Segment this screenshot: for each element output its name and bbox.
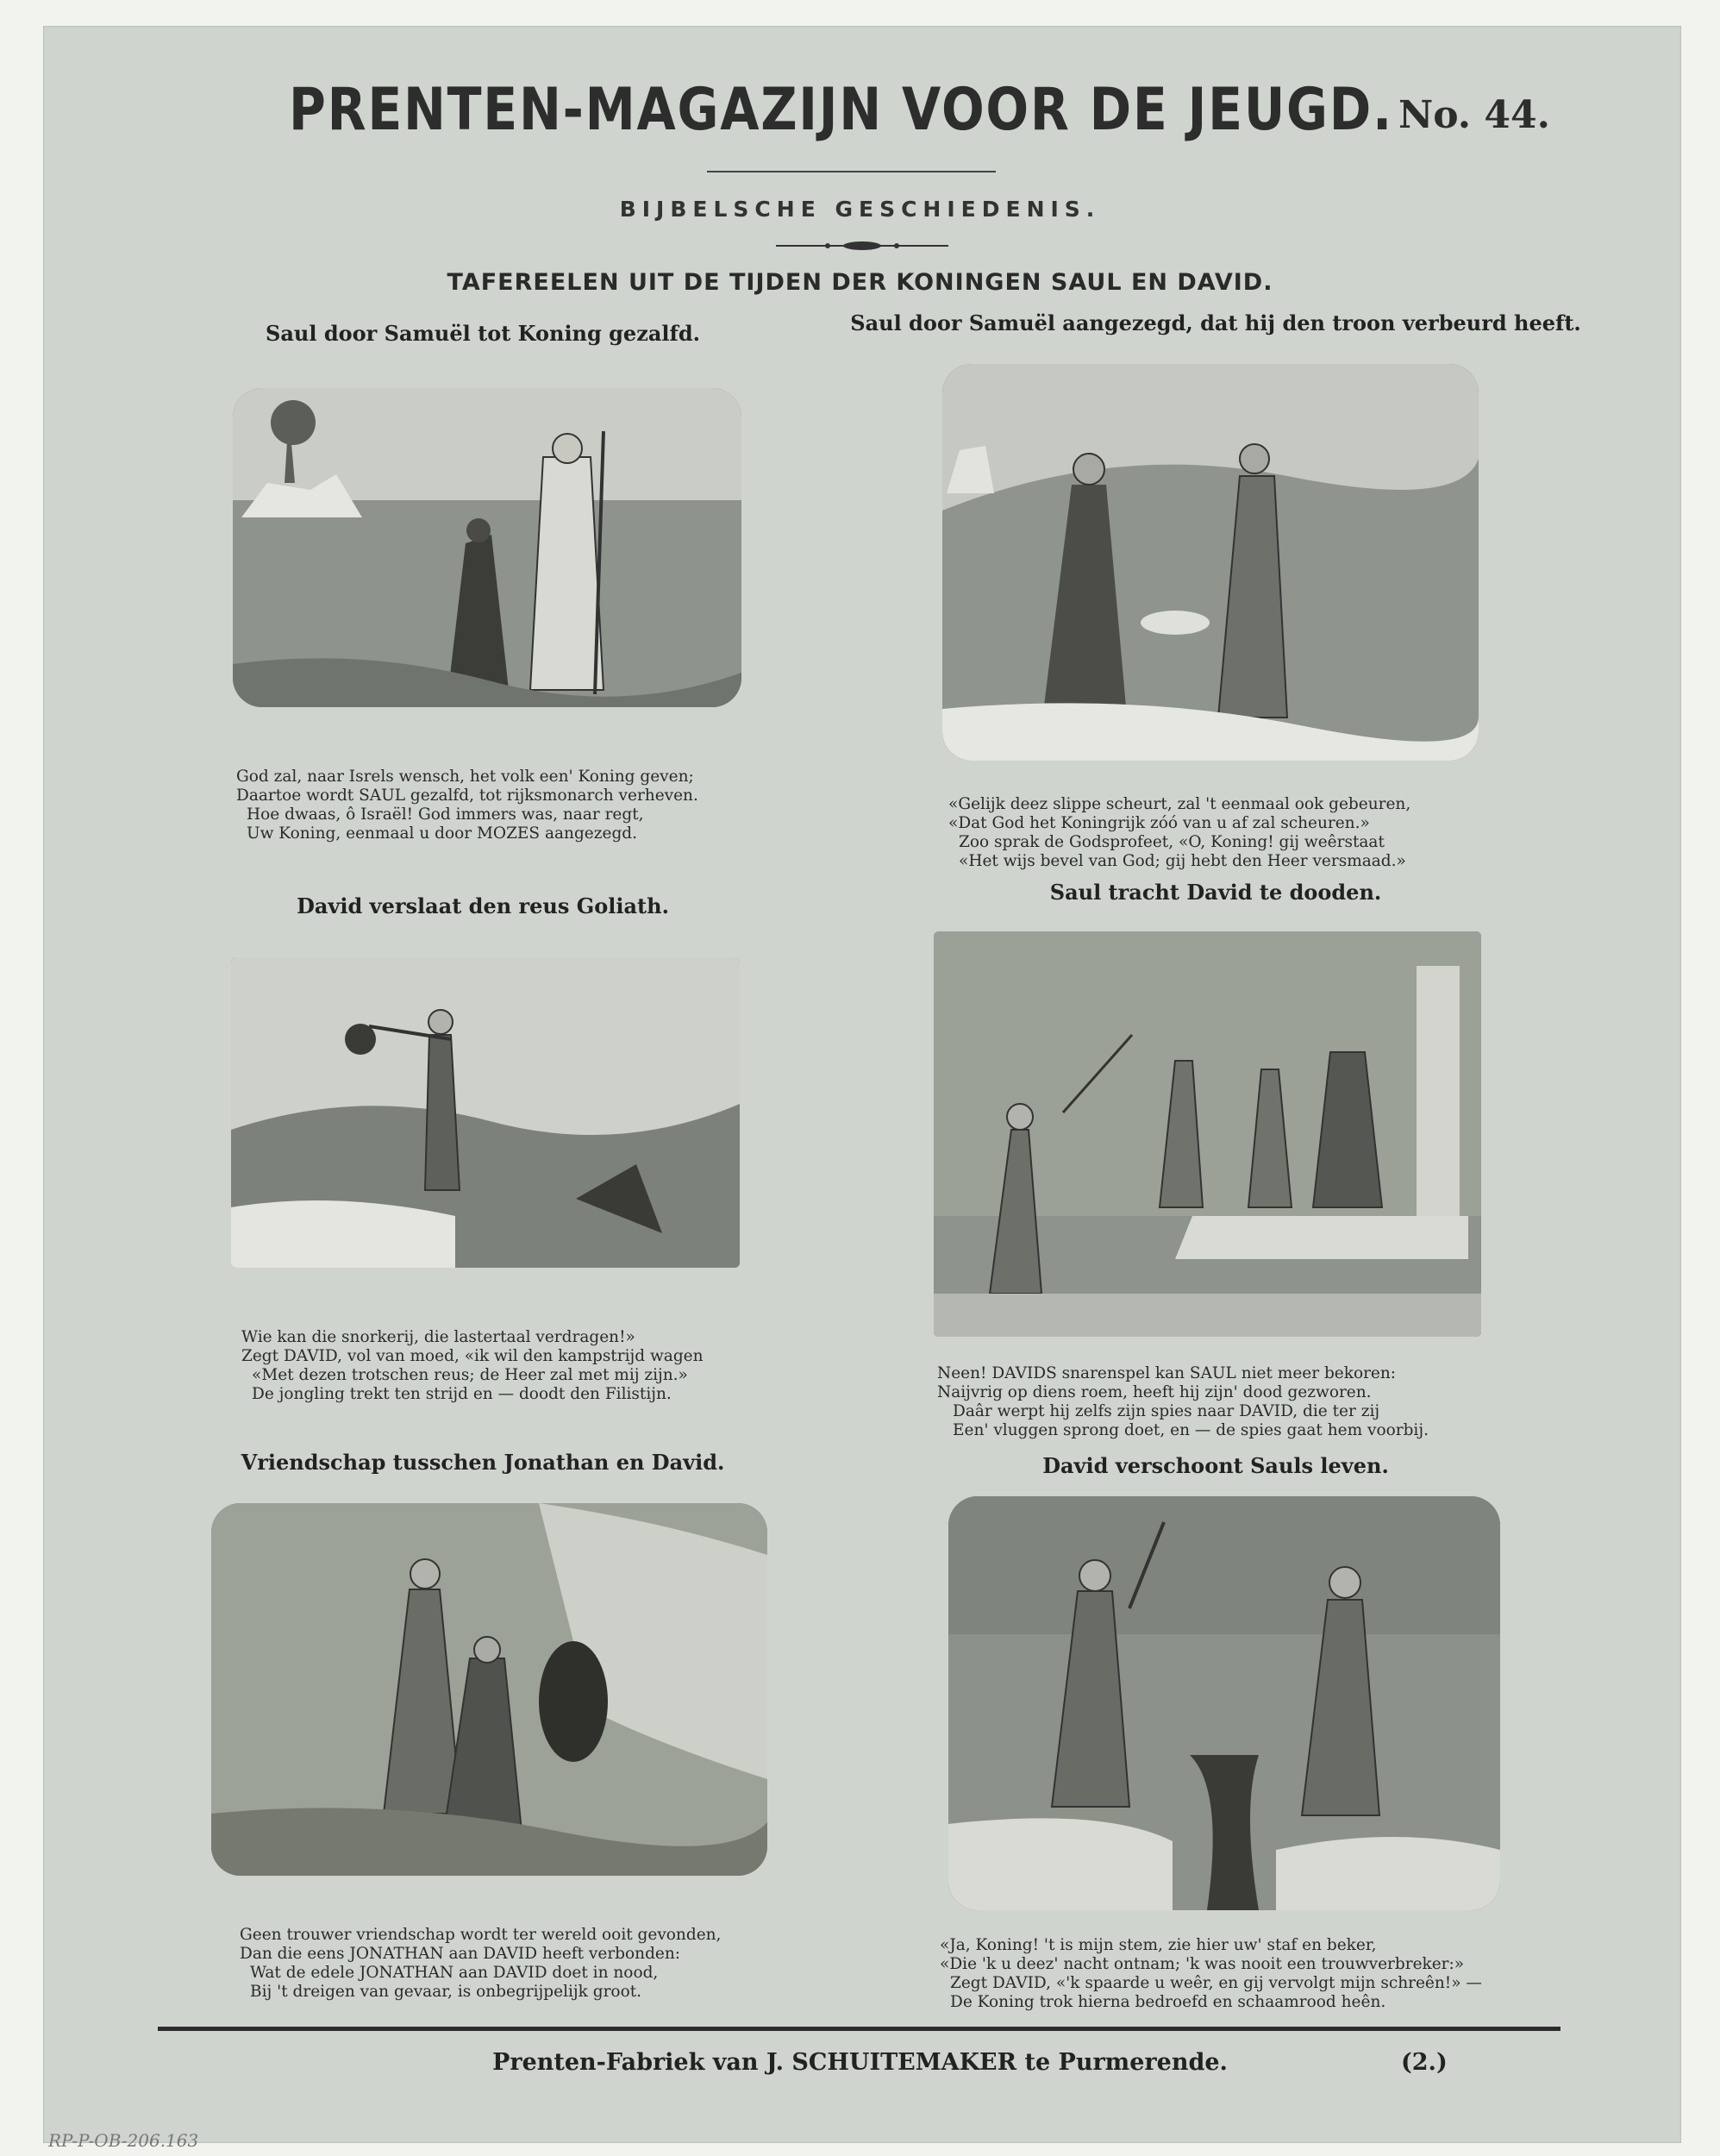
archive-note: RP-P-OB-206.163	[48, 2130, 199, 2151]
panel-torn-robe	[841, 310, 1591, 880]
panel-caption: Saul door Samuël tot Koning gezalfd.	[266, 321, 700, 346]
panel-caption: Saul tracht David te dooden.	[1049, 880, 1382, 905]
ornament-divider-icon	[776, 240, 948, 252]
page-number: (2.)	[1401, 2049, 1448, 2076]
spear-throw-scene-icon	[934, 931, 1481, 1337]
verse-block: «Gelijk deez slippe scheurt, zal 't eenmaal ook gebeuren, «Dat God het Koningrijk zóó van u af zal scheuren.» Zoo sprak de Godsprofeet, «O, Koning! gij weêrstaat «Het wijs bevel van God; gij hebt den Heer versmaad.»	[948, 795, 1411, 870]
panel-anointing	[129, 310, 836, 880]
verse-block: God zal, naar Isrels wensch, het volk een' Koning geven; Daartoe wordt SAUL gezalfd, tot rijksmonarch verheven. Hoe dwaas, ô Israël! God immers was, naar regt, Uw Koning, eenmaal u door MOZES aangezegd.	[236, 768, 698, 843]
torn-robe-scene-icon	[942, 364, 1479, 761]
verse-block: Neen! DAVIDS snarenspel kan SAUL niet meer bekoren: Naijvrig op diens roem, heeft hij zijn' dood gezworen. Daâr werpt hij zelfs zijn spies naar DAVID, die ter zij Een' vluggen sprong doet, en — de spies gaat hem voorbij.	[937, 1364, 1429, 1439]
goliath-scene-icon	[231, 957, 740, 1268]
spared-life-scene-icon	[948, 1496, 1500, 1910]
panel-spear	[841, 880, 1591, 1466]
panel-caption: David verslaat den reus Goliath.	[297, 893, 669, 918]
subtitle: BIJBELSCHE GESCHIEDENIS.	[619, 197, 1101, 222]
friendship-scene-icon	[211, 1503, 767, 1876]
verse-block: «Ja, Koning! 't is mijn stem, zie hier uw' staf en beker, «Die 'k u deez' nacht ontnam; 'k was nooit een trouwverbreker:» Zegt DAVID, «'k spaarde u weêr, en gij vervolgt mijn schreên!» — De Koning trok hierna bedroefd en schaamrood heên.	[940, 1936, 1482, 2011]
panel-goliath	[129, 888, 836, 1440]
panel-spared-life	[841, 1453, 1591, 2014]
panel-caption: David verschoont Sauls leven.	[1042, 1453, 1389, 1478]
section-title: TAFEREELEN UIT DE TIJDEN DER KONINGEN SAUL EN DAVID.	[447, 269, 1273, 296]
publisher-line: Prenten-Fabriek van J. SCHUITEMAKER te Purmerende.	[492, 2049, 1228, 2076]
issue-number: No. 44.	[1398, 93, 1550, 137]
page-title: PRENTEN-MAGAZIJN VOOR DE JEUGD.	[289, 76, 1393, 144]
panel-friendship	[129, 1445, 836, 2014]
verse-block: Geen trouwer vriendschap wordt ter wereld ooit gevonden, Dan die eens JONATHAN aan DAVID heeft verbonden: Wat de edele JONATHAN aan DAVID doet in nood, Bij 't dreigen van gevaar, is onbegrijpelijk groot.	[240, 1926, 722, 2001]
anointing-scene-icon	[233, 388, 741, 707]
footer-rule	[158, 2027, 1561, 2031]
panel-caption: Vriendschap tusschen Jonathan en David.	[241, 1450, 725, 1475]
title-rule	[707, 171, 996, 172]
verse-block: Wie kan die snorkerij, die lastertaal verdragen!» Zegt DAVID, vol van moed, «ik wil den kampstrijd wagen «Met dezen trotschen reus; de Heer zal met mij zijn.» De jongling trekt ten strijd en — doodt den Filistijn.	[241, 1328, 704, 1403]
panel-caption: Saul door Samuël aangezegd, dat hij den troon verbeurd heeft.	[850, 310, 1581, 335]
